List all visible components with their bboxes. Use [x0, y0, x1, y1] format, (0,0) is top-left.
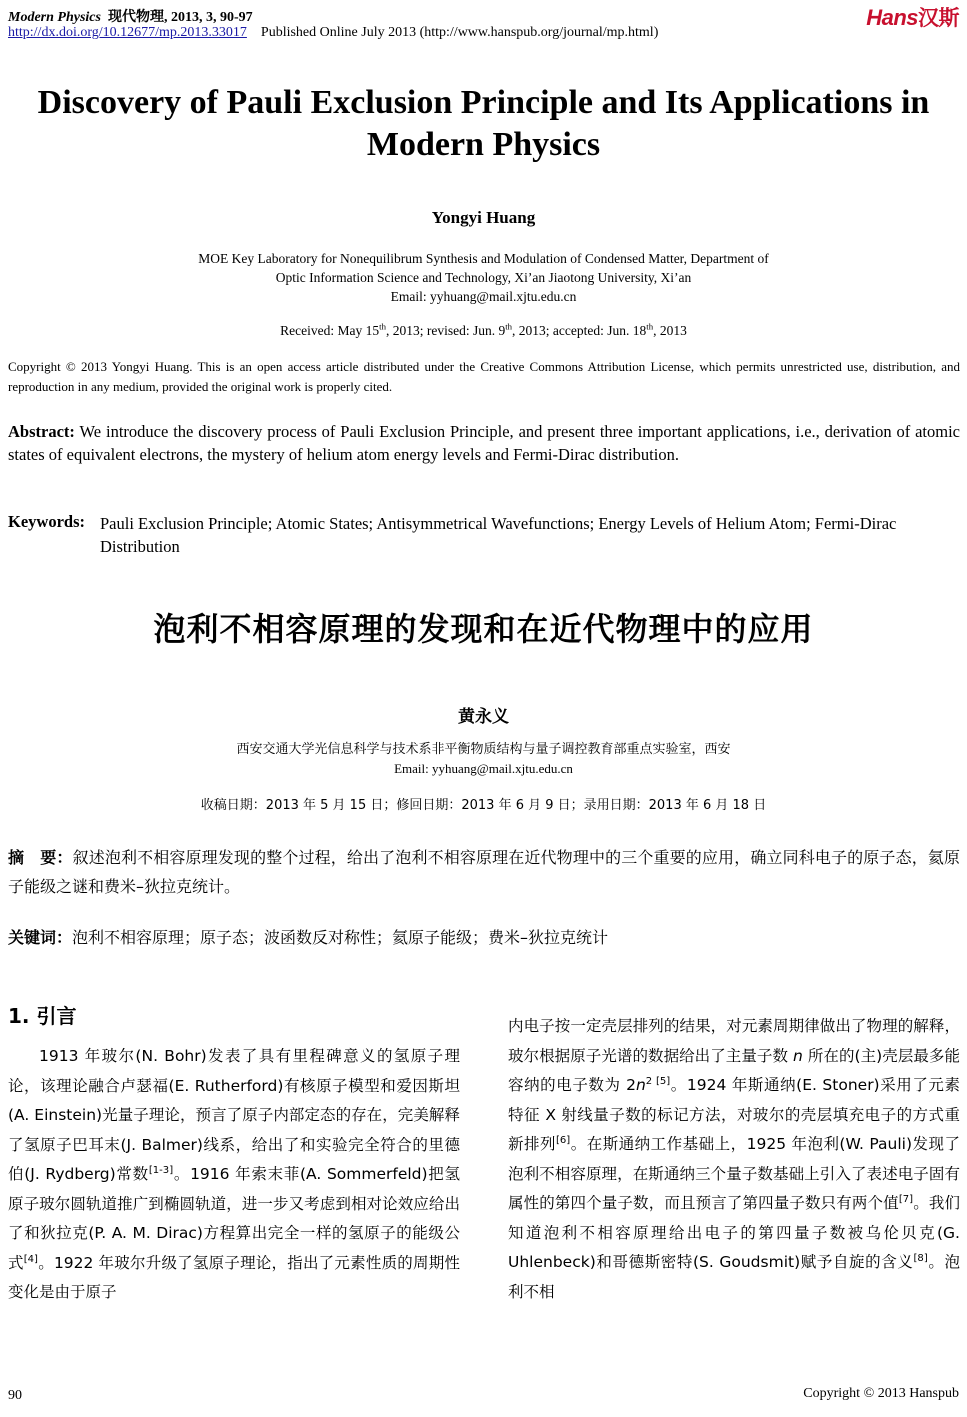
math-exponent: 2 — [645, 1075, 653, 1087]
body-text: 内电子按一定壳层排列的结果，对元素周期律做出了物理的解释，玻尔根据原子光谱的数据给出了主量子数 — [508, 1017, 960, 1065]
logo-text-cn: 汉斯 — [918, 7, 959, 30]
revised-sup: th — [505, 321, 513, 332]
citation[interactable]: [5] — [652, 1075, 671, 1087]
citation[interactable]: [6] — [555, 1134, 571, 1146]
keywords-label: Keywords: — [8, 512, 85, 531]
section-1-title: 1. 引言 — [8, 1004, 77, 1028]
email-cn: Email: yyhuang@mail.xjtu.edu.cn — [394, 761, 573, 776]
published-online: Published Online July 2013 (http://www.hanspub.org/journal/mp.html) — [260, 25, 659, 40]
body-text: 所在的(主)壳层最多能容纳的电子数为 2 — [508, 1046, 960, 1094]
body-text: 。我们知道泡利不相容原理给出电子的第四量子数被乌伦贝克(G. Uhlenbeck)和哥德斯密特(S. Goudsmit)赋予自旋的含义 — [508, 1194, 960, 1271]
affiliation-cn-line: 西安交通大学光信息科学与技术系非平衡物质结构与量子调控教育部重点实验室，西安 — [236, 742, 731, 757]
citation[interactable]: [8] — [913, 1252, 928, 1264]
accepted-sup: th — [646, 321, 654, 332]
citation[interactable]: [4] — [23, 1253, 38, 1265]
abstract-cn — [8, 843, 960, 901]
body-paragraph — [8, 1042, 460, 1308]
abstract-text: We introduce the discovery process of Pauli Exclusion Principle, and present three important applications, i.e., derivation of atomic states of equivalent electrons, the mystery of helium atom energy levels and Fermi-Dirac distribution. — [8, 422, 961, 464]
affiliation-cn — [0, 740, 967, 778]
math-n: n — [635, 1076, 646, 1094]
author-en: Yongyi Huang — [431, 208, 536, 227]
logo-text-en: Hans — [866, 5, 918, 30]
body-column-right — [508, 1012, 960, 1307]
body-text: 。泡利不相 — [508, 1253, 960, 1301]
accepted-date: , 2013; accepted: Jun. 18 — [512, 323, 647, 338]
keywords-text: Pauli Exclusion Principle; Atomic States; Antisymmetrical Wavefunctions; Energy Levels of Helium Atom; Fermi-Dirac Distribution — [100, 514, 897, 556]
journal-name-en: Modern Physics — [8, 10, 101, 25]
revised-date: , 2013; revised: Jun. 9 — [385, 323, 506, 338]
page-number: 90 — [8, 1388, 22, 1403]
affiliation-en — [0, 249, 967, 306]
doi-line — [8, 25, 658, 41]
body-column-left — [8, 1042, 460, 1308]
hans-logo — [866, 2, 959, 32]
journal-header — [8, 6, 253, 26]
received-date: Received: May 15 — [280, 323, 380, 338]
citation[interactable]: [1-3] — [148, 1164, 174, 1176]
paper-title-en: Discovery of Pauli Exclusion Principle and Its Applications in Modern Physics — [37, 84, 930, 163]
abstract-en — [8, 420, 960, 466]
received-dates — [0, 321, 967, 340]
body-text: 。在斯通纳工作基础上，1925 年泡利(W. Pauli)发现了泡利不相容原理，在斯通纳三个量子数基础上引入了表述电子固有属性的第四个量子数，而且预言了第四量子数只有两个值 — [508, 1135, 960, 1212]
keywords-cn-text: 泡利不相容原理；原子态；波函数反对称性；氦原子能级；费米–狄拉克统计 — [72, 928, 609, 947]
keywords-cn — [8, 925, 608, 948]
citation[interactable]: [7] — [898, 1193, 914, 1205]
abstract-label: Abstract: — [8, 422, 75, 441]
footer-copyright: Copyright © 2013 Hanspub — [803, 1386, 959, 1401]
math-n: n — [793, 1046, 803, 1065]
accepted-year: , 2013 — [653, 323, 687, 338]
journal-name-cn: 现代物理 — [107, 10, 164, 25]
body-paragraph — [508, 1012, 960, 1307]
affiliation-en-line2: Optic Information Science and Technology, Xi’an Jiaotong University, Xi’an — [275, 270, 692, 285]
body-text: 。1924 年斯通纳(E. Stoner)采用了元素特征 X 射线量子数的标记方法，对玻尔的壳层填充电子的方式重新排列 — [508, 1076, 961, 1153]
paper-title-cn: 泡利不相容原理的发现和在近代物理中的应用 — [153, 610, 814, 648]
abstract-cn-text: 叙述泡利不相容原理发现的整个过程，给出了泡利不相容原理在近代物理中的三个重要的应用，确立同科电子的原子态，氦原子能级之谜和费米–狄拉克统计。 — [8, 848, 960, 896]
abstract-cn-label: 摘 要： — [8, 848, 73, 867]
author-cn: 黄永义 — [458, 707, 509, 727]
dates-cn: 收稿日期：2013 年 5 月 15 日；修回日期：2013 年 6 月 9 日；录用日期：2013 年 6 月 18 日 — [200, 798, 767, 813]
volume-info: , 2013, 3, 90-97 — [163, 10, 253, 25]
body-text: 。1922 年玻尔升级了氢原子理论，指出了元素性质的周期性变化是由于原子 — [8, 1253, 460, 1301]
body-text: 。1916 年索末菲(A. Sommerfeld)把氢原子玻尔圆轨道推广到椭圆轨道，进一步又考虑到相对论效应给出了和狄拉克(P. A. M. Dirac)方程算出完全一样的氢原子的能级公式 — [8, 1165, 460, 1272]
received-sup: th — [379, 321, 386, 332]
affiliation-en-line1: MOE Key Laboratory for Nonequilibrum Synthesis and Modulation of Condensed Matter, Department of — [198, 251, 769, 266]
email-en: Email: yyhuang@mail.xjtu.edu.cn — [390, 289, 577, 304]
doi-link[interactable]: http://dx.doi.org/10.12677/mp.2013.33017 — [8, 25, 247, 40]
keywords-cn-label: 关键词： — [8, 928, 73, 947]
copyright-notice: Copyright © 2013 Yongyi Huang. This is an open access article distributed under the Creative Commons Attribution License, which permits unrestricted use, distribution, and reproduction in any medium, provided the original work is properly cited. — [8, 359, 960, 394]
body-text: 1913 年玻尔(N. Bohr)发表了具有里程碑意义的氢原子理论，该理论融合卢瑟福(E. Rutherford)有核原子模型和爱因斯坦(A. Einstein)光量子理论，预言了原子内部定态的存在，完美解释了氢原子巴耳末(J. Balmer)线系，给出了和实验完全符合的里德伯(J. Rydberg)常数 — [8, 1047, 460, 1183]
